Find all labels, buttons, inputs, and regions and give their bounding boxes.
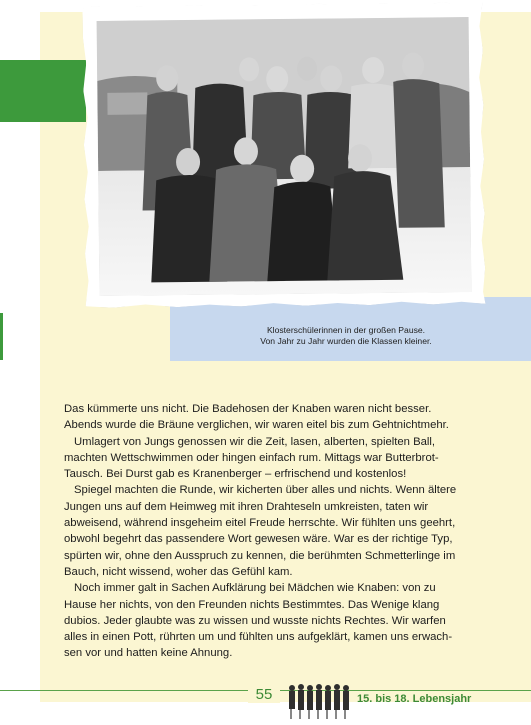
chapter-title: 15. bis 18. Lebensjahr xyxy=(357,693,472,705)
green-margin-mark xyxy=(0,313,3,360)
footer-group-thumbnail xyxy=(286,678,356,720)
text-line: machten Wettschwimmen oder hingen einfach rum. Mittags war Butterbrot- xyxy=(64,451,439,464)
text-line: Tausch. Bei Durst gab es Kranenberger – erfrischend und kostenlos! xyxy=(64,468,407,481)
caption-line: Von Jahr zu Jahr wurden die Klassen kleiner. xyxy=(260,336,432,346)
green-accent-tab xyxy=(0,60,86,122)
text-line: dubios. Jeder glaubte was zu wissen und wusste nichts Rechtes. Wir warfen xyxy=(64,614,446,627)
text-line: Noch immer galt in Sachen Aufklärung bei Mädchen wie Knaben: von zu xyxy=(74,582,436,595)
text-line: Bauch, nicht wissend, woher das Gefühl kam. xyxy=(64,565,293,578)
text-line: alles in einen Pott, rührten um und fühlten uns aufgeklärt, kamen uns erwach- xyxy=(64,631,453,644)
caption-line: Klosterschülerinnen in der großen Pause. xyxy=(266,325,426,335)
text-line: Hause her nichts, von den Freunden nichts Bestimmtes. Das Wenige klang xyxy=(64,598,440,611)
photo-frame xyxy=(82,2,485,308)
text-line: Jungen uns auf dem Heimweg mit ihren Drahteseln umkreisten, taten wir xyxy=(64,500,429,513)
page-number: 55 xyxy=(248,686,280,703)
text-line: obwohl begehrt das passendere Wort gewesen wäre. War es der richtige Typ, xyxy=(64,533,453,546)
text-line: sen vor und hatten keine Ahnung. xyxy=(64,647,233,660)
text-line: abweisend, während insgeheim eitel Freude herrschte. Wir fühlten uns geehrt, xyxy=(64,517,456,530)
text-line: Spiegel machten die Runde, wir kicherten über alles und nichts. Wenn ältere xyxy=(74,484,457,497)
photo-caption xyxy=(186,325,506,347)
body-text xyxy=(64,401,494,662)
text-line: Abends wurde die Bräune verglichen, wir waren eitel bis zum Gehtnichtmehr. xyxy=(64,419,449,432)
text-line: spürten wir, ohne den Ausspruch zu kennen, die berühmten Schmetterlinge im xyxy=(64,549,456,562)
group-photo xyxy=(97,17,472,296)
text-line: Das kümmerte uns nicht. Die Badehosen der Knaben waren nicht besser. xyxy=(64,403,432,415)
text-line: Umlagert von Jungs genossen wir die Zeit, lasen, alberten, spielten Ball, xyxy=(74,435,436,448)
